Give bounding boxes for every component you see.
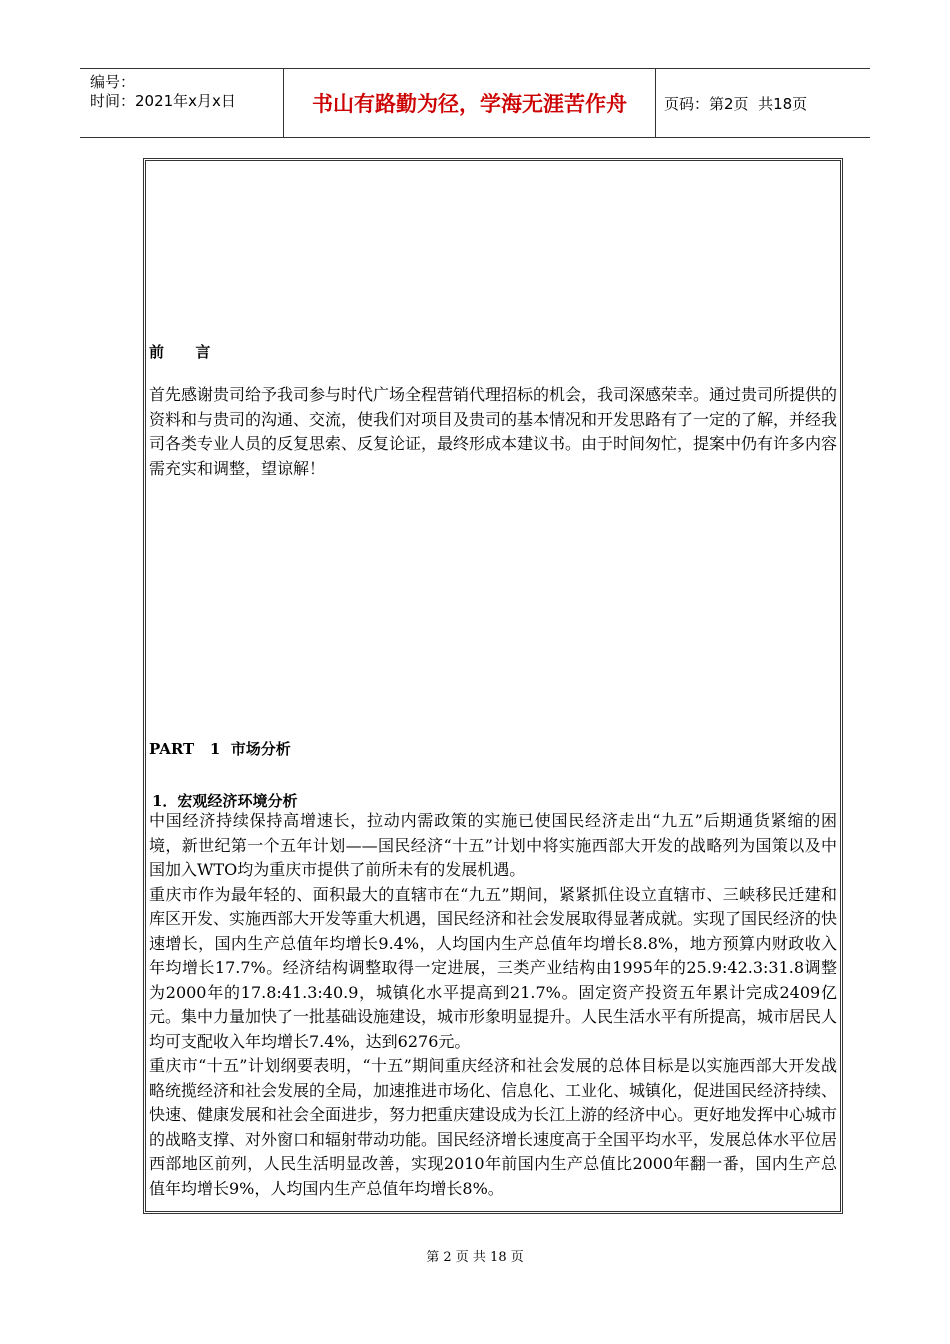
page-footer: 第 2 页 共 18 页 <box>426 1250 524 1265</box>
part1-body <box>149 809 837 1201</box>
header-divider <box>655 69 656 137</box>
page-header <box>80 68 870 138</box>
preface-section <box>149 383 837 481</box>
document-number-label: 编号： <box>90 73 136 91</box>
section-title-macro-economy: 1．宏观经济环境分析 <box>152 792 298 810</box>
preface-title: 前 言 <box>149 343 211 361</box>
body-paragraph: 重庆市作为最年轻的、面积最大的直辖市在“九五”期间，紧紧抓住设立直辖市、三峡移民迁建和库区开发、实施西部大开发等重大机遇，国民经济和社会发展取得显著成就。实现了国民经济的快速增长，国内生产总值年均增长9.4%，人均国内生产总值年均增长8.8%，地方预算内财政收入年均增长17.7%。经济结构调整取得一定进展，三类产业结构由1995年的25.9:42.3:31.8调整为2000年的17.8:41.3:40.9，城镇化水平提高到21.7%。固定资产投资五年累计完成2409亿元。集中力量加快了一批基础设施建设，城市形象明显提升。人民生活水平有所提高，城市居民人均可支配收入年均增长7.4%，达到6276元。 <box>149 884 838 1051</box>
part1-title: PART 1 市场分析 <box>149 740 291 758</box>
preface-body: 首先感谢贵司给予我司参与时代广场全程营销代理招标的机会，我司深感荣幸。通过贵司所提供的资料和与贵司的沟通、交流，使我们对项目及贵司的基本情况和开发思路有了一定的了解，并经我司各类专业人员的反复思索、反复论证，最终形成本建议书。由于时间匆忙，提案中仍有许多内容需充实和调整，望谅解！ <box>149 385 838 478</box>
header-motto: 书山有路勤为径，学海无涯苦作舟 <box>312 92 627 116</box>
header-meta <box>90 73 282 111</box>
content-frame <box>143 158 843 1214</box>
body-paragraph: 重庆市“十五”计划纲要表明，“十五”期间重庆经济和社会发展的总体目标是以实施西部大开发战略统揽经济和社会发展的全局，加速推进市场化、信息化、工业化、城镇化，促进国民经济持续、快速、健康发展和社会全面进步，努力把重庆建设成为长江上游的经济中心。更好地发挥中心城市的战略支撑、对外窗口和辐射带动功能。国民经济增长速度高于全国平均水平，发展总体水平位居西部地区前列，人民生活明显改善，实现2010年前国内生产总值比2000年翻一番，国内生产总值年均增长9%，人均国内生产总值年均增长8%。 <box>149 1056 838 1198</box>
document-time-label: 时间：2021年x月x日 <box>90 92 236 110</box>
body-paragraph: 中国经济持续保持高增速长，拉动内需政策的实施已使国民经济走出“九五”后期通货紧缩的困境，新世纪第一个五年计划——国民经济“十五”计划中将实施西部大开发的战略列为国策以及中国加入WTO均为重庆市提供了前所未有的发展机遇。 <box>149 811 837 879</box>
header-page-info: 页码：第2页 共18页 <box>664 94 808 113</box>
